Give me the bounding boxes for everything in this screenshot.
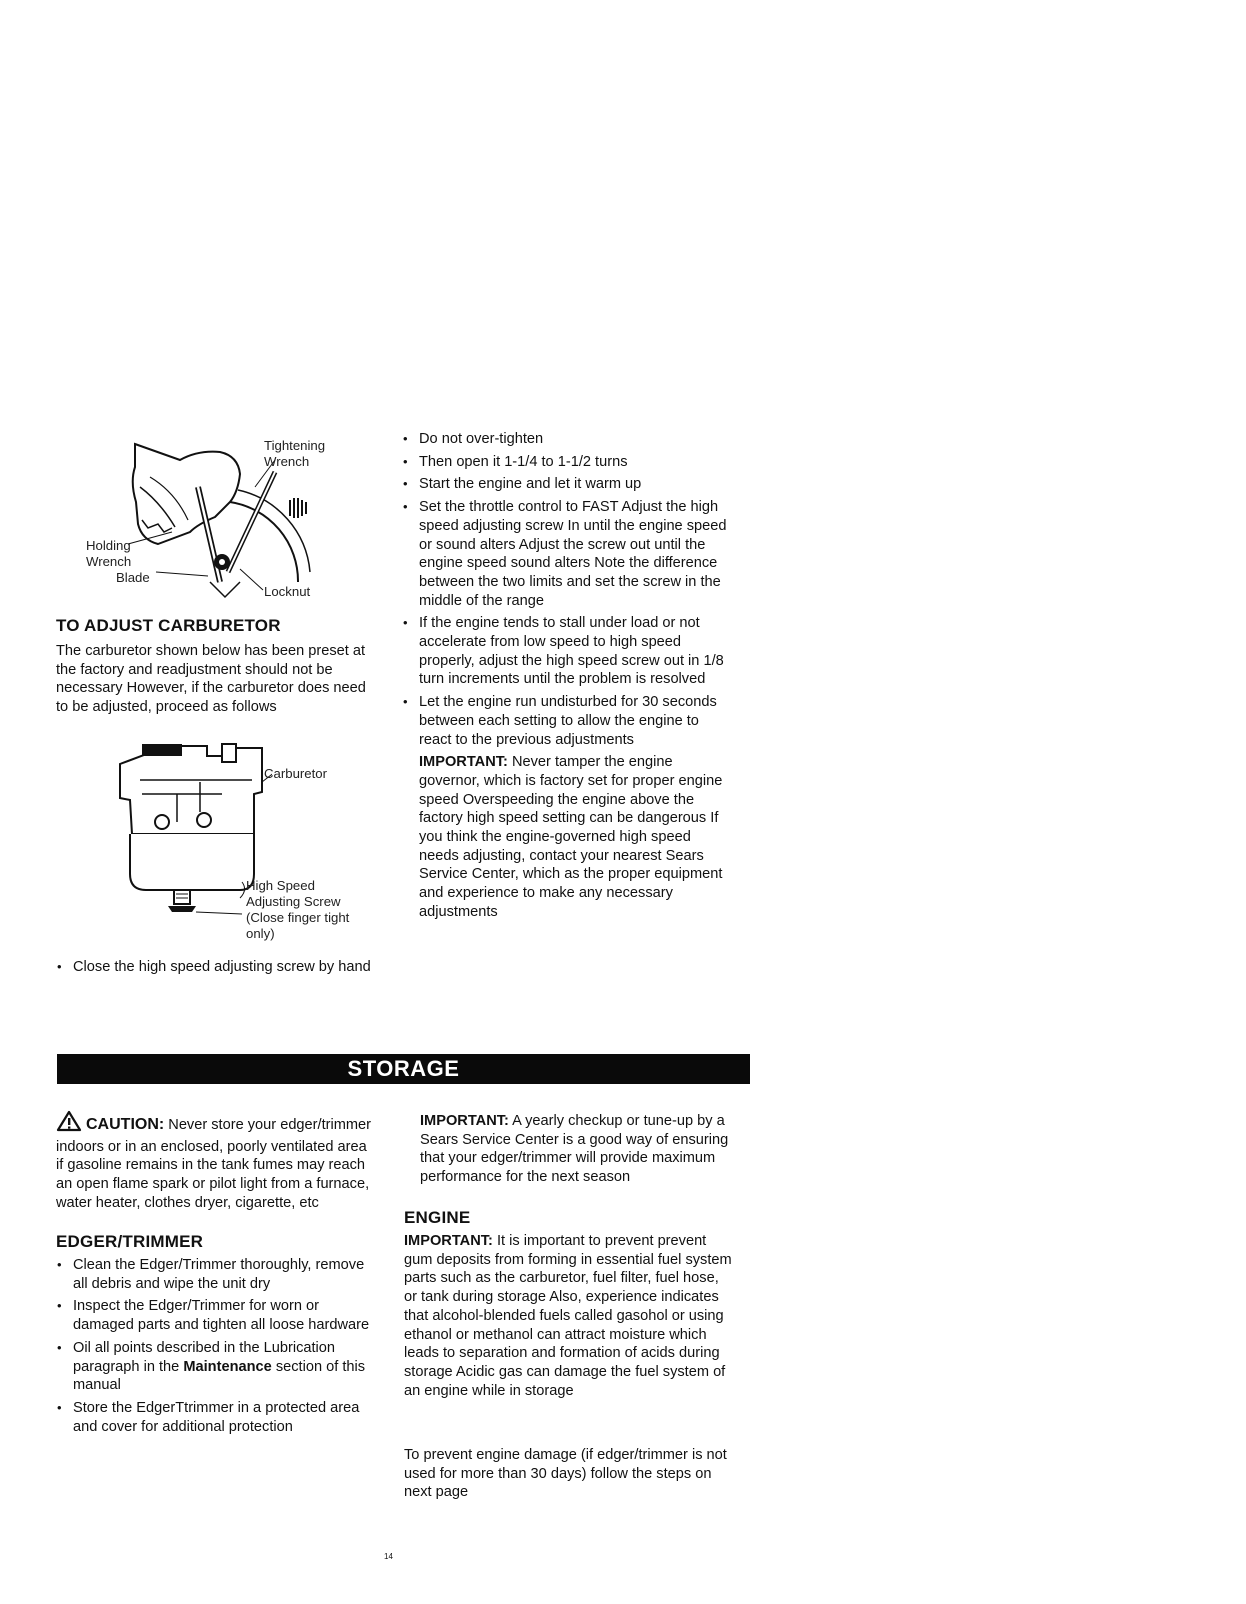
label-locknut: Locknut <box>264 584 311 599</box>
important-governor-note <box>402 753 732 921</box>
label-high-speed-screw: High Speed Adjusting Screw (Close finger tight only) <box>246 878 350 941</box>
list-item: • Do not over-tighten <box>402 430 732 449</box>
list-item-text: Oil all points described in the Lubrication paragraph in the <box>73 1339 336 1375</box>
important-yearly-text: A yearly checkup or tune-up by a Sears Service Center is a good way of ensuring that your edger/trimmer will provide maximum performance for the next season <box>420 1113 729 1186</box>
list-item: • Then open it 1-1/4 to 1-1/2 turns <box>402 453 732 472</box>
important-governor-text: Never tamper the engine governor, which is factory set for proper engine speed Overspeeding the engine above the factory high speed setting can be dangerous If you think the engine-governed high speed needs adjusting, contact your nearest Sears Service Center, which as the proper equipment and experience to make any necessary adjustments <box>419 754 723 920</box>
storage-banner <box>57 1054 750 1084</box>
engine-heading: ENGINE <box>404 1208 471 1227</box>
list-item <box>56 1339 382 1395</box>
label-carburetor: Carburetor <box>264 766 328 781</box>
engine-important-text: It is important to prevent prevent gum deposits from forming in essential fuel system parts such as the carburetor, fuel filter, fuel hose, or tank during storage Also, experience indicates that alcohol-blended fuels called gasohol or using ethanol or methanol can attract moisture which leads to separation and formation of acids during storage Acidic gas can damage the fuel system of an engine while in storage <box>404 1233 732 1399</box>
list-item: • Clean the Edger/Trimmer thoroughly, remove all debris and wipe the unit dry <box>56 1256 382 1293</box>
edger-trimmer-heading: EDGER/TRIMMER <box>56 1232 204 1251</box>
warning-triangle-icon <box>56 1110 82 1138</box>
caution-paragraph <box>56 1110 372 1213</box>
list-item: • Inspect the Edger/Trimmer for worn or damaged parts and tighten all loose hardware <box>56 1297 382 1334</box>
label-blade: Blade <box>116 570 150 585</box>
important-label: IMPORTANT: <box>404 1233 493 1249</box>
list-item: • Set the throttle control to FAST Adjust the high speed adjusting screw In until the engine speed or sound alters Adjust the screw out until the engine speed sound alters Note the difference between the two limits and set the screw in the middle of the range <box>402 498 732 610</box>
engine-important-paragraph <box>404 1232 734 1400</box>
list-item-text: section of this manual <box>73 1358 366 1394</box>
page-number: 14 <box>384 1552 393 1561</box>
list-item: • Start the engine and let it warm up <box>402 475 732 494</box>
important-yearly-paragraph <box>420 1112 734 1187</box>
list-item: • Close the high speed adjusting screw by hand <box>56 958 374 977</box>
carburetor-intro: The carburetor shown below has been preset at the factory and readjustment should not be necessary However, if the carburetor does need to be adjusted, proceed as follows <box>56 643 366 716</box>
storage-title: STORAGE <box>347 1056 460 1081</box>
important-label: IMPORTANT: <box>419 754 508 771</box>
list-item: • If the engine tends to stall under load or not accelerate from low speed to high speed properly, adjust the high speed screw out in 1/8 turn increments until the problem is resolved <box>402 614 732 689</box>
engine-prevent-paragraph: To prevent engine damage (if edger/trimmer is not used for more than 30 days) follow the steps on next page <box>404 1447 727 1501</box>
caution-text: Never store your edger/trimmer indoors or in an enclosed, poorly ventilated area if gasoline remains in the tank fumes may reach an open flame spark or pilot light from a furnace, water heater, clothes dryer, cigarette, etc <box>56 1117 372 1211</box>
carburetor-heading: TO ADJUST CARBURETOR <box>56 616 281 635</box>
edger-bullets <box>56 1256 382 1440</box>
right-bullets <box>402 430 732 922</box>
important-label: IMPORTANT: <box>420 1113 509 1129</box>
label-holding-wrench: Holding Wrench <box>86 538 132 569</box>
list-item: • Store the EdgerTtrimmer in a protected area and cover for additional protection <box>56 1399 382 1436</box>
label-tightening-wrench: Tightening Wrench <box>264 438 326 469</box>
list-item: • Let the engine run undisturbed for 30 seconds between each setting to allow the engine to react to the previous adjustments <box>402 693 732 749</box>
caution-label: CAUTION: <box>86 1116 165 1133</box>
left-bullets <box>56 958 374 981</box>
maintenance-emphasis: Maintenance <box>183 1358 272 1375</box>
